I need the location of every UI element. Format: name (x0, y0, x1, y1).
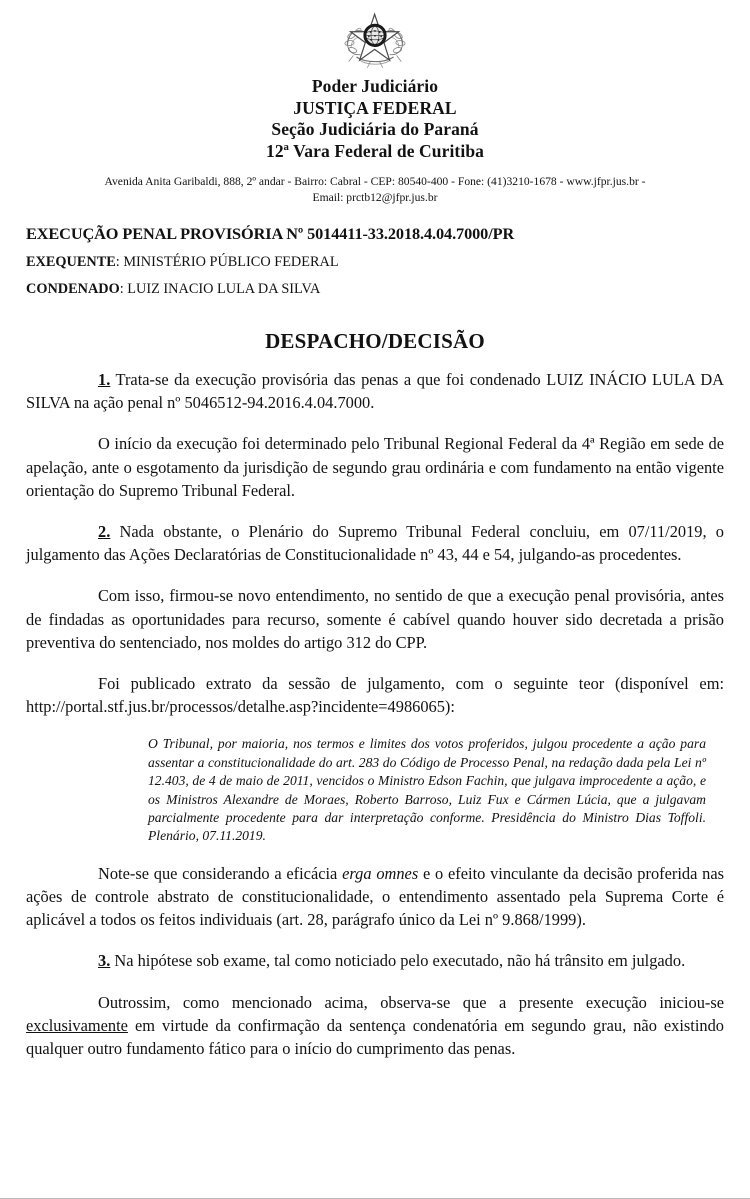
note-text-before: Note-se que considerando a eficácia (98, 863, 343, 883)
party-separator-condenado: : (119, 281, 128, 297)
paragraph-7 (26, 949, 724, 972)
paragraph-4 (26, 584, 724, 654)
paragraph-text-3: Nada obstante, o Plenário do Supremo Tribunal Federal concluiu, em 07/11/2019, o julgamento das Ações Declaratórias de Constitucionalidade nº 43, 44 e 54, julgando-as procedentes. (26, 522, 724, 565)
emblem-container (26, 0, 724, 74)
paragraph-3 (26, 520, 724, 566)
paragraph-1 (26, 368, 724, 414)
party-row-exequente (26, 253, 724, 271)
paragraph-marker-1: 1. (98, 370, 111, 389)
coat-of-arms-icon (336, 6, 414, 74)
party-row-condenado (26, 280, 724, 298)
decision-title: DESPACHO/DECISÃO (265, 329, 485, 353)
blockquote-text: O Tribunal, por maioria, nos termos e limites dos votos proferidos, julgou procedente a ação para assentar a constitucionalidade do art. 283 do Código de Processo Penal, na redação dada pela Lei nº 12.403, de 4 de maio de 2011, vencidos o Ministro Edson Fachin, que julgava improcedente a ação, e os Ministros Alexandre de Moraes, Roberto Barroso, Luiz Fux e Cármen Lúcia, que a julgavam parcialmente procedente para dar interpretação conforme. Presidência do Ministro Dias Toffoli. Plenário, 07.11.2019. (148, 736, 706, 844)
paragraph-text-1: Trata-se da execução provisória das penas a que foi condenado LUIZ INÁCIO LULA DA SILVA na ação penal nº 5046512-94.2016.4.04.7000. (26, 370, 724, 413)
last-underlined-word: exclusivamente (26, 1015, 128, 1035)
party-separator-exequente: : (115, 254, 124, 270)
party-value-condenado: LUIZ INACIO LULA DA SILVA (127, 281, 321, 297)
paragraph-text-5: Foi publicado extrato da sessão de julgamento, com o seguinte teor (disponível em: http://portal.stf.jus.br/processos/detalhe.asp?incidente=4986065): (26, 674, 724, 717)
paragraph-text-7: Na hipótese sob exame, tal como noticiado pelo executado, não há trânsito em julgado. (110, 951, 686, 971)
case-number-heading: EXECUÇÃO PENAL PROVISÓRIA Nº 5014411-33.2018.4.04.7000/PR (26, 224, 515, 243)
paragraph-8-last (26, 991, 724, 1061)
paragraph-text-4: Com isso, firmou-se novo entendimento, no sentido de que a execução penal provisória, antes de findadas as oportunidades para recurso, somente é cabível quando houver sido decretada a prisão preventiva do sentenciado, nos moldes do artigo 312 do CPP. (26, 586, 724, 652)
paragraph-marker-2: 2. (98, 522, 111, 542)
paragraph-text-2: O início da execução foi determinado pelo Tribunal Regional Federal da 4ª Região em sede de apelação, ante o esgotamento da jurisdição de segundo grau ordinária e com fundamento na então vigente orientação do Supremo Tribunal Federal. (26, 434, 724, 500)
party-label-exequente: EXEQUENTE (26, 254, 116, 270)
party-value-exequente: MINISTÉRIO PÚBLICO FEDERAL (123, 254, 339, 270)
note-text-after: e o efeito vinculante da decisão proferida nas ações de controle abstrato de constitucionalidade, o entendimento assentado pela Suprema Corte é aplicável a todos os feitos individuais (art. 28, parágrafo único da Lei nº 9.868/1999). (26, 863, 724, 930)
address-line-2-email: Email: prctb12@jfpr.jus.br (312, 190, 438, 204)
paragraph-marker-3: 3. (98, 951, 111, 971)
paragraph-2 (26, 432, 724, 502)
stf-blockquote (26, 735, 724, 845)
institution-header (26, 76, 724, 162)
org-line-vara-federal: 12ª Vara Federal de Curitiba (265, 140, 485, 161)
last-text-before: Outrossim, como mencionado acima, observa-se que a presente execução iniciou-se (98, 992, 724, 1012)
party-label-condenado: CONDENADO (26, 281, 120, 297)
org-line-secao-judiciaria: Seção Judiciária do Paraná (271, 119, 479, 139)
address-line-1: Avenida Anita Garibaldi, 888, 2º andar - Bairro: Cabral - CEP: 80540-400 - Fone: (41)3210-1678 - www.jfpr.jus.br - (104, 175, 646, 188)
paragraph-5-source-link (26, 672, 724, 718)
address-block (26, 174, 724, 205)
last-text-after: em virtude da confirmação da sentença condenatória em segundo grau, não existindo qualquer outro fundamento fático para o início do cumprimento das penas. (26, 1015, 724, 1059)
org-line-justica-federal: JUSTIÇA FEDERAL (293, 97, 457, 118)
org-line-poder-judiciario: Poder Judiciário (311, 76, 439, 96)
document-body (26, 368, 724, 1060)
note-italic-phrase: erga omnes (342, 863, 419, 883)
paragraph-6-note (26, 862, 724, 932)
